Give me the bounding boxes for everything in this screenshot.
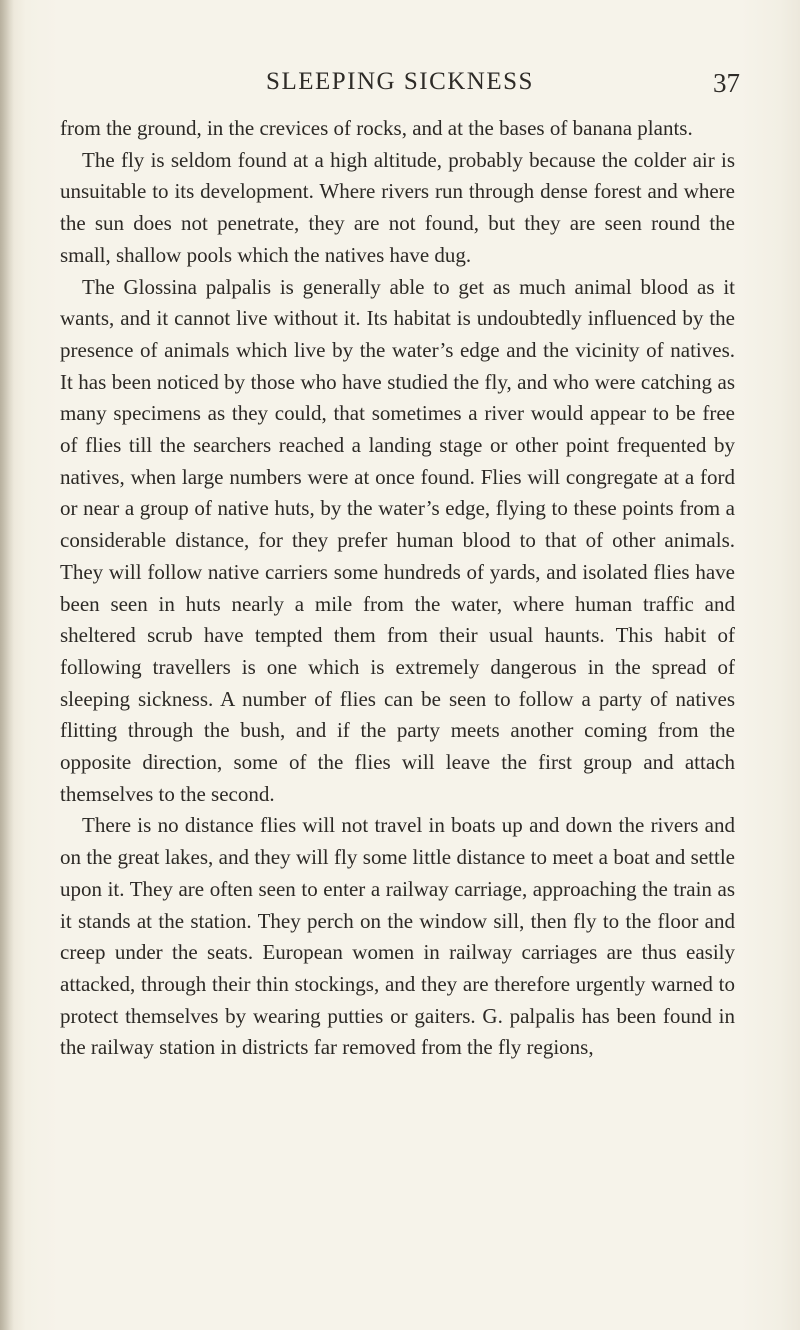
running-title: SLEEPING SICKNESS: [266, 68, 534, 95]
page-gutter-shadow: [0, 0, 14, 1330]
running-head: [0, 68, 800, 98]
page-number: 37: [713, 68, 740, 98]
body-text: [60, 113, 735, 1064]
paragraph-altitude: The fly is seldom found at a high altitude, probably because the colder air is unsuitable to its development. Where rivers run through dense forest and where the sun does not penetrate, they are not found, but they are seen round the small, shallow pools which the natives have dug.: [60, 147, 735, 267]
paragraph-continuation: from the ground, in the crevices of rocks, and at the bases of banana plants.: [60, 116, 693, 140]
paragraph-travel: There is no distance flies will not travel in boats up and down the rivers and on the great lakes, and they will fly some little distance to meet a boat and settle upon it. They are often seen to enter a railway carriage, approaching the train as it stands at the station. They perch on the window sill, then fly to the floor and creep under the seats. European women in railway carriages are thus easily attacked, through their thin stockings, and they are therefore urgently warned to protect themselves by wearing putties or gaiters. G. palpalis has been found in the railway station in districts far removed from the fly regions,: [60, 813, 735, 1060]
paragraph-glossina-habitat: The Glossina palpalis is generally able to get as much animal blood as it wants, and it cannot live without it. Its habitat is undoubtedly influenced by the presence of animals which live by the water’s edge and the vicinity of natives. It has been noticed by those who have studied the fly, and who were catching as many specimens as they could, that sometimes a river would appear to be free of flies till the searchers reached a landing stage or other point frequented by natives, when large numbers were at once found. Flies will congregate at a ford or near a group of native huts, by the water’s edge, flying to these points from a considerable distance, for they prefer human blood to that of other animals. They will follow native carriers some hundreds of yards, and isolated flies have been seen in huts nearly a mile from the water, where human traffic and sheltered scrub have tempted them from their usual haunts. This habit of following travellers is one which is extremely dangerous in the spread of sleeping sickness. A number of flies can be seen to follow a party of natives flitting through the bush, and if the party meets another coming from the opposite direction, some of the flies will leave the first group and attach themselves to the second.: [60, 274, 735, 806]
